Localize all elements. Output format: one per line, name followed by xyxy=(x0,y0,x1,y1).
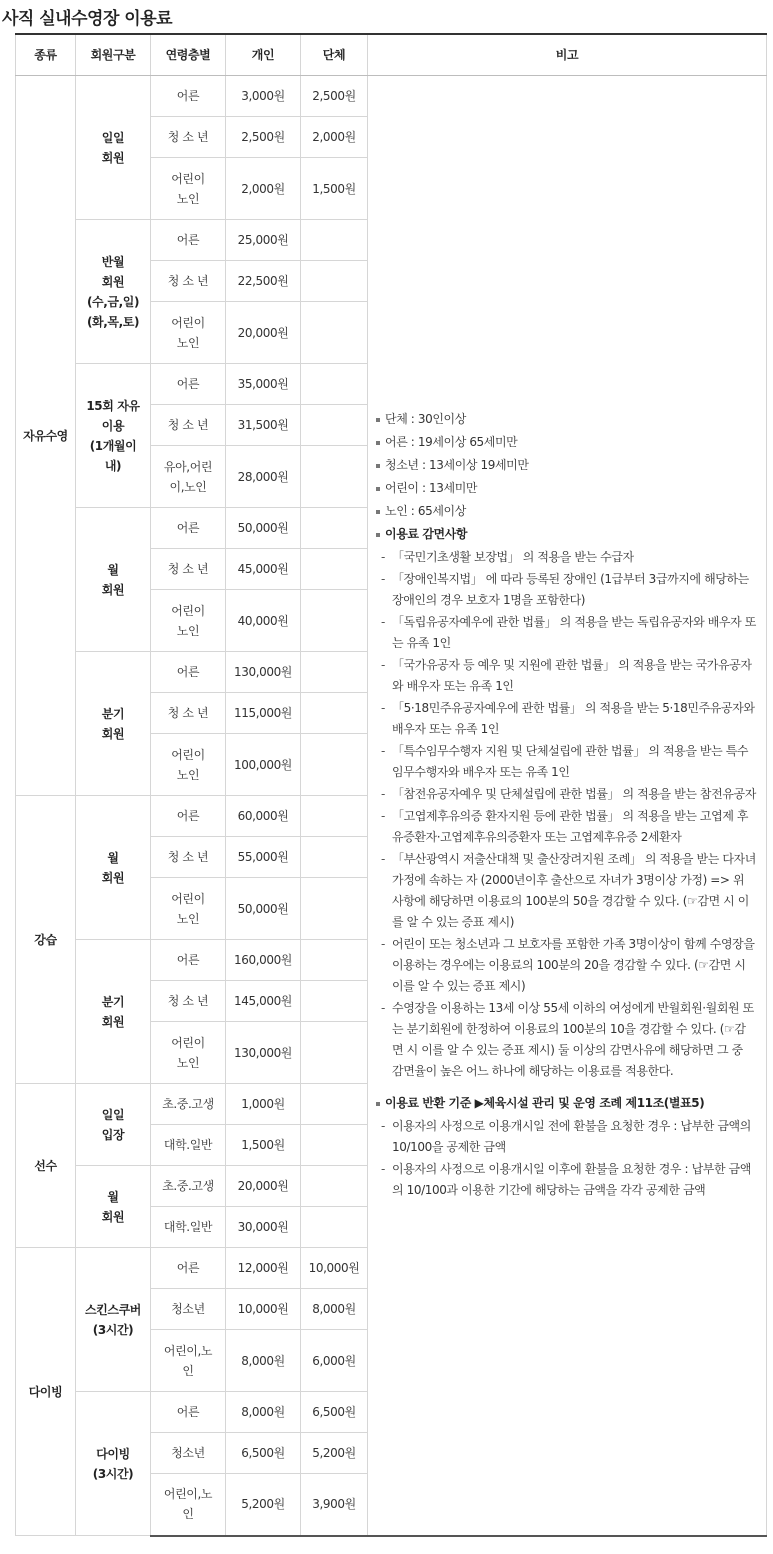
discount-title: 이용료 감면사항 xyxy=(375,523,756,546)
age-cell: 어린이,노 인 xyxy=(151,1474,226,1536)
group-fee xyxy=(301,261,368,302)
age-cell: 대학.일반 xyxy=(151,1125,226,1166)
age-cell: 어린이 노인 xyxy=(151,1022,226,1084)
discount-item: - 「부산광역시 저출산대책 및 출산장려지원 조례」 의 적용을 받는 다자녀 가정에 속하는 자 (2000년이후 출산으로 자녀가 3명이상 가정) => 위 사항에 해당하면 이용료의 100분의 50을 경감할 수 있다. (☞감면 시 이를 알 수 있는 증표 제시) xyxy=(375,849,756,933)
discount-item: - 「국가유공자 등 예우 및 지원에 관한 법률」 의 적용을 받는 국가유공자와 배우자 또는 유족 1인 xyxy=(375,655,756,697)
age-cell: 어린이 노인 xyxy=(151,734,226,796)
individual-fee: 115,000원 xyxy=(226,693,301,734)
header-age: 연령층별 xyxy=(151,34,226,76)
group-fee xyxy=(301,220,368,261)
note-item: 어른 : 19세이상 65세미만 xyxy=(375,431,756,454)
individual-fee: 8,000원 xyxy=(226,1392,301,1433)
group-fee: 5,200원 xyxy=(301,1433,368,1474)
individual-fee: 22,500원 xyxy=(226,261,301,302)
age-cell: 대학.일반 xyxy=(151,1207,226,1248)
individual-fee: 45,000원 xyxy=(226,549,301,590)
individual-fee: 40,000원 xyxy=(226,590,301,652)
group-fee xyxy=(301,837,368,878)
group-free-daily: 일일 회원 xyxy=(76,76,151,220)
category-lesson: 강습 xyxy=(16,796,76,1084)
group-fee xyxy=(301,1125,368,1166)
age-cell: 청 소 년 xyxy=(151,405,226,446)
age-cell: 청 소 년 xyxy=(151,981,226,1022)
group-fee: 6,000원 xyxy=(301,1330,368,1392)
group-fee xyxy=(301,652,368,693)
discount-item: - 「참전유공자예우 및 단체설립에 관한 법률」 의 적용을 받는 참전유공자 xyxy=(375,784,756,805)
group-fee xyxy=(301,1166,368,1207)
group-fee xyxy=(301,364,368,405)
discount-item: - 어린이 또는 청소년과 그 보호자를 포함한 가족 3명이상이 함께 수영장을 이용하는 경우에는 이용료의 100분의 20을 경감할 수 있다. (☞감면 시 이를 알 수 있는 증표 제시) xyxy=(375,934,756,997)
group-fee: 8,000원 xyxy=(301,1289,368,1330)
group-athlete-daily: 일일 입장 xyxy=(76,1084,151,1166)
group-fee: 10,000원 xyxy=(301,1248,368,1289)
age-cell: 어른 xyxy=(151,76,226,117)
individual-fee: 50,000원 xyxy=(226,508,301,549)
group-fee xyxy=(301,446,368,508)
header-individual: 개인 xyxy=(226,34,301,76)
individual-fee: 130,000원 xyxy=(226,652,301,693)
individual-fee: 2,000원 xyxy=(226,158,301,220)
group-fee xyxy=(301,1207,368,1248)
table-header-row xyxy=(16,34,767,76)
group-fee xyxy=(301,878,368,940)
discount-item: - 「독립유공자예우에 관한 법률」 의 적용을 받는 독립유공자와 배우자 또는 유족 1인 xyxy=(375,612,756,654)
notes-cell xyxy=(368,76,767,1536)
age-cell: 어른 xyxy=(151,364,226,405)
individual-fee: 12,000원 xyxy=(226,1248,301,1289)
group-fee xyxy=(301,693,368,734)
age-cell: 어른 xyxy=(151,508,226,549)
age-cell: 어른 xyxy=(151,940,226,981)
header-group: 단체 xyxy=(301,34,368,76)
individual-fee: 8,000원 xyxy=(226,1330,301,1392)
group-lesson-month: 월 회원 xyxy=(76,796,151,940)
group-fee: 1,500원 xyxy=(301,158,368,220)
group-fee xyxy=(301,405,368,446)
individual-fee: 55,000원 xyxy=(226,837,301,878)
header-member: 회원구분 xyxy=(76,34,151,76)
age-cell: 청 소 년 xyxy=(151,261,226,302)
individual-fee: 20,000원 xyxy=(226,302,301,364)
individual-fee: 145,000원 xyxy=(226,981,301,1022)
individual-fee: 28,000원 xyxy=(226,446,301,508)
refund-item: - 이용자의 사정으로 이용개시일 이후에 환불을 요청한 경우 : 납부한 금액의 10/100과 이용한 기간에 해당하는 금액을 각각 공제한 금액 xyxy=(375,1159,756,1201)
group-athlete-month: 월 회원 xyxy=(76,1166,151,1248)
age-cell: 어른 xyxy=(151,220,226,261)
individual-fee: 31,500원 xyxy=(226,405,301,446)
age-cell: 초.중.고생 xyxy=(151,1084,226,1125)
note-item: 단체 : 30인이상 xyxy=(375,408,756,431)
individual-fee: 30,000원 xyxy=(226,1207,301,1248)
table-row xyxy=(16,76,767,117)
note-item: 노인 : 65세이상 xyxy=(375,500,756,523)
age-cell: 어른 xyxy=(151,652,226,693)
individual-fee: 130,000원 xyxy=(226,1022,301,1084)
age-cell: 어린이 노인 xyxy=(151,590,226,652)
discount-item: - 「고엽제후유의증 환자지원 등에 관한 법률」 의 적용을 받는 고엽제 후유증환자·고엽제후유의증환자 또는 고엽제후유증 2세환자 xyxy=(375,806,756,848)
age-cell: 청소년 xyxy=(151,1289,226,1330)
individual-fee: 10,000원 xyxy=(226,1289,301,1330)
group-free-month: 월 회원 xyxy=(76,508,151,652)
group-fee xyxy=(301,508,368,549)
age-cell: 청 소 년 xyxy=(151,549,226,590)
age-cell: 청 소 년 xyxy=(151,693,226,734)
individual-fee: 6,500원 xyxy=(226,1433,301,1474)
category-diving: 다이빙 xyxy=(16,1248,76,1536)
group-fee xyxy=(301,590,368,652)
individual-fee: 20,000원 xyxy=(226,1166,301,1207)
discount-item: - 「국민기초생활 보장법」 의 적용을 받는 수급자 xyxy=(375,547,756,568)
individual-fee: 25,000원 xyxy=(226,220,301,261)
group-fee xyxy=(301,981,368,1022)
individual-fee: 60,000원 xyxy=(226,796,301,837)
individual-fee: 160,000원 xyxy=(226,940,301,981)
age-cell: 어른 xyxy=(151,1392,226,1433)
group-lesson-quarter: 분기 회원 xyxy=(76,940,151,1084)
age-cell: 어린이 노인 xyxy=(151,302,226,364)
group-fee xyxy=(301,302,368,364)
fee-table xyxy=(15,33,767,1537)
group-free-15: 15회 자유 이용 (1개월이 내) xyxy=(76,364,151,508)
group-fee xyxy=(301,1022,368,1084)
individual-fee: 5,200원 xyxy=(226,1474,301,1536)
individual-fee: 50,000원 xyxy=(226,878,301,940)
discount-item: - 「특수임무수행자 지원 및 단체설립에 관한 법률」 의 적용을 받는 특수임무수행자와 배우자 또는 유족 1인 xyxy=(375,741,756,783)
discount-item: - 「5·18민주유공자예우에 관한 법률」 의 적용을 받는 5·18민주유공자와 배우자 또는 유족 1인 xyxy=(375,698,756,740)
category-free-swim: 자유수영 xyxy=(16,76,76,796)
individual-fee: 3,000원 xyxy=(226,76,301,117)
age-cell: 어른 xyxy=(151,796,226,837)
age-cell: 청 소 년 xyxy=(151,837,226,878)
group-fee xyxy=(301,940,368,981)
individual-fee: 100,000원 xyxy=(226,734,301,796)
note-item: 청소년 : 13세이상 19세미만 xyxy=(375,454,756,477)
individual-fee: 1,500원 xyxy=(226,1125,301,1166)
group-fee xyxy=(301,549,368,590)
group-fee: 6,500원 xyxy=(301,1392,368,1433)
header-note: 비고 xyxy=(368,34,767,76)
discount-item: - 수영장을 이용하는 13세 이상 55세 이하의 여성에게 반월회원·월회원 또는 분기회원에 한정하여 이용료의 100분의 10을 경감할 수 있다. (☞감면 시 이를 알 수 있는 증표 제시) 둘 이상의 감면사유에 해당하면 그 중 감면율이 높은 어느 하나에 해당하는 이용료를 적용한다. xyxy=(375,998,756,1082)
refund-item: - 이용자의 사정으로 이용개시일 전에 환불을 요청한 경우 : 납부한 금액의 10/100을 공제한 금액 xyxy=(375,1116,756,1158)
age-cell: 어린이 노인 xyxy=(151,158,226,220)
individual-fee: 35,000원 xyxy=(226,364,301,405)
age-cell: 청소년 xyxy=(151,1433,226,1474)
individual-fee: 2,500원 xyxy=(226,117,301,158)
age-cell: 어린이,노 인 xyxy=(151,1330,226,1392)
group-fee: 2,500원 xyxy=(301,76,368,117)
group-fee: 3,900원 xyxy=(301,1474,368,1536)
group-fee xyxy=(301,734,368,796)
page-title: 사직 실내수영장 이용료 xyxy=(2,9,173,29)
age-cell: 초.중.고생 xyxy=(151,1166,226,1207)
group-fee xyxy=(301,796,368,837)
notes-list xyxy=(375,408,756,1201)
age-cell: 어린이 노인 xyxy=(151,878,226,940)
discount-item: - 「장애인복지법」 에 따라 등록된 장애인 (1급부터 3급까지에 해당하는 장애인의 경우 보호자 1명을 포함한다) xyxy=(375,569,756,611)
header-type: 종류 xyxy=(16,34,76,76)
note-item: 어린이 : 13세미만 xyxy=(375,477,756,500)
refund-title: 이용료 반환 기준 ▶체육시설 관리 및 운영 조례 제11조(별표5) xyxy=(375,1092,756,1115)
group-diving: 다이빙 (3시간) xyxy=(76,1392,151,1536)
group-fee xyxy=(301,1084,368,1125)
individual-fee: 1,000원 xyxy=(226,1084,301,1125)
age-cell: 청 소 년 xyxy=(151,117,226,158)
group-fee: 2,000원 xyxy=(301,117,368,158)
category-athlete: 선수 xyxy=(16,1084,76,1248)
age-cell: 유아,어린 이,노인 xyxy=(151,446,226,508)
age-cell: 어른 xyxy=(151,1248,226,1289)
group-skin-scuba: 스킨스쿠버 (3시간) xyxy=(76,1248,151,1392)
group-free-quarter: 분기 회원 xyxy=(76,652,151,796)
group-free-half: 반월 회원 (수,금,일) (화,목,토) xyxy=(76,220,151,364)
